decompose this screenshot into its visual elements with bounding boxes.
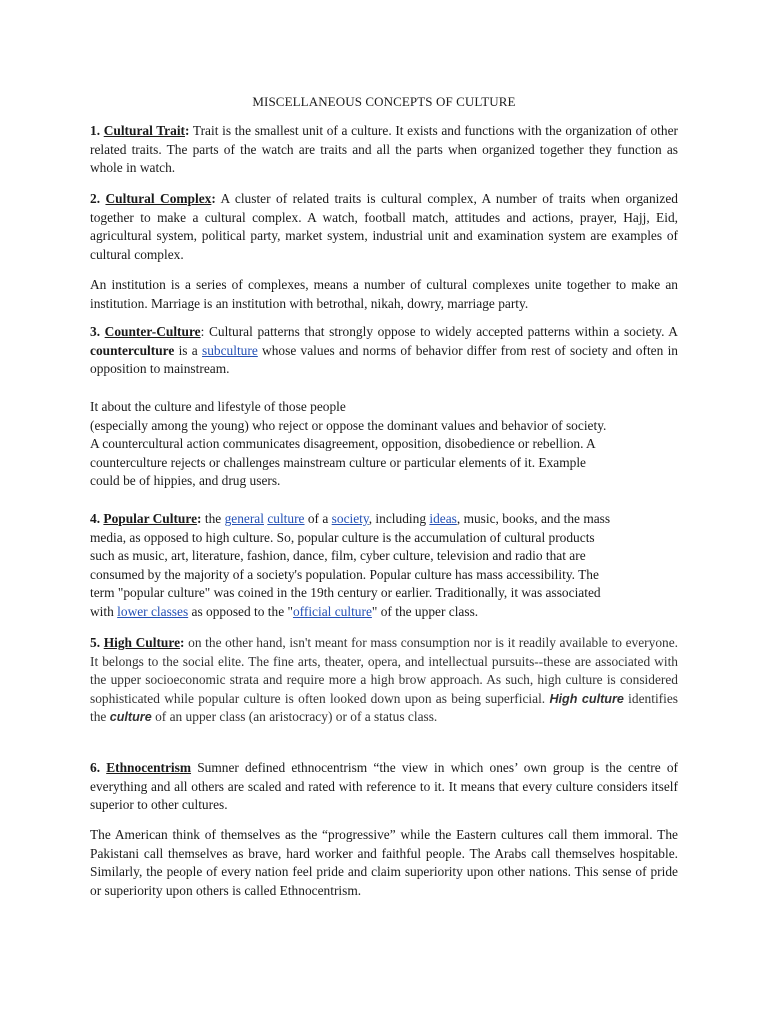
- cultural-complex-paragraph: 2. Cultural Complex: A cluster of related traits is cultural complex, A number of traits when organized together to make a cultural complex. A watch, football match, attitudes and actions, prayer, Hajj, Eid, agricultural system, political party, market system, industrial unit and examination system are examples of cultural complex.: [90, 191, 678, 262]
- page-title: MISCELLANEOUS CONCEPTS OF CULTURE: [252, 94, 516, 109]
- official-culture-link[interactable]: official culture: [292, 603, 372, 619]
- popular-culture-heading: 4. Popular Culture:: [90, 511, 202, 526]
- ethnocentrism-paragraph: 6. Ethnocentrism Sumner defined ethnocentrism “the view in which ones’ own group is the centre of everything and all others are scaled and rated with reference to it. It means that every culture considers itself superior to other cultures.: [90, 760, 678, 813]
- lower-classes-link[interactable]: lower classes: [117, 603, 189, 619]
- text-line: such as music, art, literature, fashion, dance, film, cyber culture, television and radio that are: [90, 548, 586, 564]
- text-line: 4. Popular Culture: the general culture of a society, including ideas, music, books, and the mass: [90, 511, 611, 526]
- cultural-complex-heading: 2. Cultural Complex:: [90, 191, 216, 206]
- text-line: could be of hippies, and drug users.: [90, 473, 281, 489]
- text-line: counterculture rejects or challenges mainstream culture or particular elements of it. Example: [90, 454, 586, 470]
- cultural-trait-heading: 1. Cultural Trait:: [90, 123, 190, 138]
- text-line: (especially among the young) who reject or oppose the dominant values and behavior of society.: [90, 417, 607, 433]
- text-line: media, as opposed to high culture. So, popular culture is the accumulation of cultural products: [90, 529, 595, 545]
- general-link[interactable]: general: [224, 511, 264, 526]
- text-line: A countercultural action communicates disagreement, opposition, disobedience or rebellion. A: [90, 436, 596, 452]
- ethnocentrism-heading: 6. Ethnocentrism: [90, 760, 192, 775]
- ethnocentrism-example-paragraph: The American think of themselves as the “progressive” while the Eastern cultures call them immoral. The Pakistani call themselves as brave, hard worker and faithful people. The Arabs call themselves hospitable. Similarly, the people of every nation feel pride and claim superiority upon other nations. This sense of pride or superiority upon others is called Ethnocentrism.: [90, 827, 678, 898]
- high-culture-heading: 5. High Culture:: [90, 635, 185, 650]
- subculture-link[interactable]: subculture: [202, 342, 258, 358]
- popular-culture-paragraph: [90, 510, 678, 622]
- text-line: consumed by the majority of a society's population. Popular culture has mass accessibility. The: [90, 566, 599, 582]
- counter-culture-heading: 3. Counter-Culture: [90, 324, 201, 339]
- high-culture-paragraph: 5. High Culture: on the other hand, isn't meant for mass consumption nor is it readily available to everyone. It belongs to the social elite. The fine arts, theater, opera, and intellectual pursuits--these are associated with the upper socioeconomic strata and require more a high brow approach. As such, high culture is considered sophisticated while popular culture is often looked down upon as being superficial. High culture identifies the culture of an upper class (an aristocracy) or of a status class.: [90, 635, 678, 725]
- institution-paragraph: An institution is a series of complexes, means a number of cultural complexes unite together to make an institution. Marriage is an institution with betrothal, nikah, dowry, marriage party.: [90, 277, 678, 311]
- text-line: It about the culture and lifestyle of those people: [90, 399, 346, 414]
- text-line: with lower classes as opposed to the "official culture" of the upper class.: [90, 603, 479, 619]
- society-link[interactable]: society: [331, 511, 369, 526]
- counter-culture-detail: [90, 398, 678, 491]
- culture-link[interactable]: culture: [267, 511, 305, 526]
- ideas-link[interactable]: ideas: [429, 511, 457, 526]
- cultural-trait-paragraph: 1. Cultural Trait: Trait is the smallest unit of a culture. It exists and functions with the organization of other related traits. The parts of the watch are traits and all the parts when organized together they function as whole in watch.: [90, 123, 678, 176]
- text-line: term "popular culture" was coined in the 19th century or earlier. Traditionally, it was associated: [90, 585, 601, 601]
- counter-culture-paragraph: 3. Counter-Culture: Cultural patterns that strongly oppose to widely accepted patterns within a society. A counterculture is a subculture whose values and norms of behavior differ from rest of society and often in opposition to mainstream.: [90, 324, 678, 377]
